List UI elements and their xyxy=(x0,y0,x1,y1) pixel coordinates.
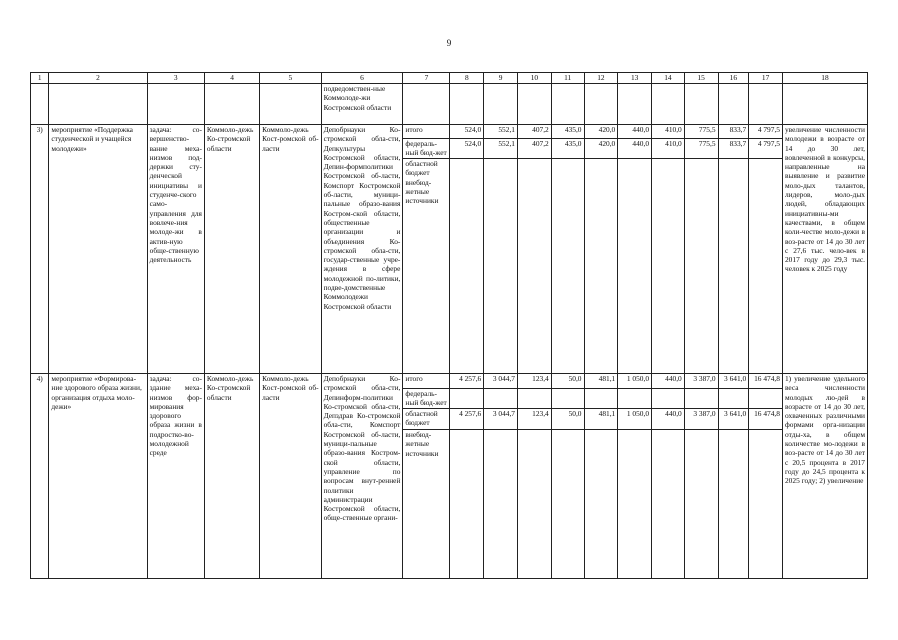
value-cell: 4 257,6 xyxy=(450,409,484,430)
table-row xyxy=(31,374,868,389)
value-cell: 50,0 xyxy=(551,409,584,430)
header-cell: 11 xyxy=(551,73,584,84)
task-cell: задача: со-вершенство-вание меха-низмов под-держки сту-денческой инициативы и студенче-ского само-управления для вовлече-ния молоде-жи в актив-ную обще-ственную деятельность xyxy=(147,125,204,374)
value-cell: 420,0 xyxy=(584,139,618,159)
participants-cell: подведомствен-ные Коммолоде-жи Костромской области xyxy=(321,84,403,125)
header-cell: 12 xyxy=(584,73,618,84)
header-cell: 5 xyxy=(260,73,321,84)
task-cell: задача: со-здание меха-низмов фор-мирования здорового образа жизни в подростко-во-молодежной среде xyxy=(147,374,204,579)
header-row xyxy=(31,73,868,84)
header-cell: 18 xyxy=(782,73,867,84)
header-cell: 16 xyxy=(718,73,749,84)
header-cell: 8 xyxy=(450,73,484,84)
continuation-row xyxy=(31,84,868,125)
value-cell: 435,0 xyxy=(551,125,584,139)
header-cell: 1 xyxy=(31,73,49,84)
value-cell: 3 044,7 xyxy=(484,374,518,389)
value-cell: 3 044,7 xyxy=(484,409,518,430)
value-cell: 552,1 xyxy=(484,139,518,159)
value-cell: 440,0 xyxy=(618,125,652,139)
value-cell: 481,1 xyxy=(584,374,618,389)
source-extra: внебюд-жетные источники xyxy=(403,430,450,579)
value-cell: 524,0 xyxy=(450,125,484,139)
header-cell: 10 xyxy=(518,73,552,84)
header-cell: 9 xyxy=(484,73,518,84)
value-cell: 4 797,5 xyxy=(749,139,783,159)
executor-cell: Коммоло-дежь Кост-ромской об-ласти xyxy=(260,125,321,374)
value-cell: 833,7 xyxy=(718,139,749,159)
value-cell: 1 050,0 xyxy=(618,409,652,430)
header-cell: 7 xyxy=(403,73,450,84)
value-cell: 552,1 xyxy=(484,125,518,139)
source-regional: областной бюджет xyxy=(403,409,450,430)
result-cell: 1) увеличение удельного веса численности молодых лю-дей в возрасте от 14 до 30 лет, охваченных различными формами орга-низации отды-ха, в общем количестве мо-лодежи в воз-расте от 14 до 30 лет с 20,5 процента в 2017 году до 24,5 процента к 2025 году; 2) увеличение xyxy=(782,374,867,579)
value-cell: 123,4 xyxy=(518,409,552,430)
result-cell: увеличение численности молодежи в возрасте от 14 до 30 лет, вовлеченной в конкурсы, направленные на выявление и развитие моло-дых талантов, лидеров, моло-дых людей, обладающих инициативны-ми качествами, в общем коли-честве моло-дежи в воз-расте от 14 до 30 лет с 27,6 тыс. чело-век в 2017 году до 29,3 тыс. человек к 2025 году xyxy=(782,125,867,374)
value-cell: 440,0 xyxy=(618,139,652,159)
measure-name: мероприятие «Формирова-ние здорового образа жизни, организация отдыха моло-дежи» xyxy=(49,374,147,579)
value-cell: 775,5 xyxy=(684,125,718,139)
source-regional xyxy=(403,159,450,374)
value-cell: 4 797,5 xyxy=(749,125,783,139)
value-cell: 410,0 xyxy=(652,139,685,159)
value-cell: 440,0 xyxy=(652,409,685,430)
header-cell: 6 xyxy=(321,73,403,84)
row-number: 4) xyxy=(31,374,49,579)
value-cell: 407,2 xyxy=(518,125,552,139)
value-cell: 3 387,0 xyxy=(684,409,718,430)
participants-cell: Депобрнауки Ко-стромской обла-сти, Депинформ-политики Ко-стромской обла-сти, Депздрав Ко-стромской обла-сти, Комспорт Костромской об-ласти, муници-пальные образо-вания Костром-ской области, управление по вопросам внут-ренней политики администрации Костромской области, обще-ственные органи- xyxy=(321,374,403,579)
value-cell: 3 641,0 xyxy=(718,374,749,389)
value-cell: 123,4 xyxy=(518,374,552,389)
value-cell: 410,0 xyxy=(652,125,685,139)
value-cell: 1 050,0 xyxy=(618,374,652,389)
coordinator-cell: Коммоло-дежь Ко-стромской области xyxy=(204,125,259,374)
coordinator-cell: Коммоло-дежь Ко-стромской области xyxy=(204,374,259,579)
value-cell: 833,7 xyxy=(718,125,749,139)
value-cell: 16 474,8 xyxy=(749,374,783,389)
source-federal: федераль-ный бюд-жет xyxy=(403,389,450,409)
row-number: 3) xyxy=(31,125,49,374)
measure-name: мероприятие «Поддержка студенческой и учащейся молодежи» xyxy=(49,125,147,374)
value-cell: 407,2 xyxy=(518,139,552,159)
program-table xyxy=(30,72,868,579)
value-cell: 440,0 xyxy=(652,374,685,389)
value-cell: 420,0 xyxy=(584,125,618,139)
source-regional-label: областной бюджет xyxy=(405,159,438,178)
header-cell: 17 xyxy=(749,73,783,84)
value-cell: 481,1 xyxy=(584,409,618,430)
page-number: 9 xyxy=(446,38,452,48)
value-cell: 4 257,6 xyxy=(450,374,484,389)
value-cell: 3 387,0 xyxy=(684,374,718,389)
value-cell: 16 474,8 xyxy=(749,409,783,430)
header-cell: 3 xyxy=(147,73,204,84)
executor-cell: Коммоло-дежь Кост-ромской об-ласти xyxy=(260,374,321,579)
value-cell: 775,5 xyxy=(684,139,718,159)
participants-cell: Депобрнауки Ко-стромской обла-сти, Депкультуры Костромской области, Депин-формполитики Костромской об-ласти, Комспорт Костромской об-ласти, муници-пальные образо-вания Костром-ской области, общественные организации и объединения Ко-стромской обла-сти, государ-ственные учре-ждения в сфере молодежной по-литики, подве-домственные Коммолодежи Костромской области xyxy=(321,125,403,374)
header-cell: 15 xyxy=(684,73,718,84)
table-row xyxy=(31,125,868,139)
value-cell: 524,0 xyxy=(450,139,484,159)
header-cell: 13 xyxy=(618,73,652,84)
value-cell: 3 641,0 xyxy=(718,409,749,430)
source-federal: федераль-ный бюд-жет xyxy=(403,139,450,159)
header-cell: 2 xyxy=(49,73,147,84)
value-cell: 50,0 xyxy=(551,374,584,389)
header-cell: 4 xyxy=(204,73,259,84)
source-extra-label: внебюд-жетные источники xyxy=(405,177,439,206)
source-total: итого xyxy=(403,374,450,389)
value-cell: 435,0 xyxy=(551,139,584,159)
header-cell: 14 xyxy=(652,73,685,84)
source-total: итого xyxy=(403,125,450,139)
